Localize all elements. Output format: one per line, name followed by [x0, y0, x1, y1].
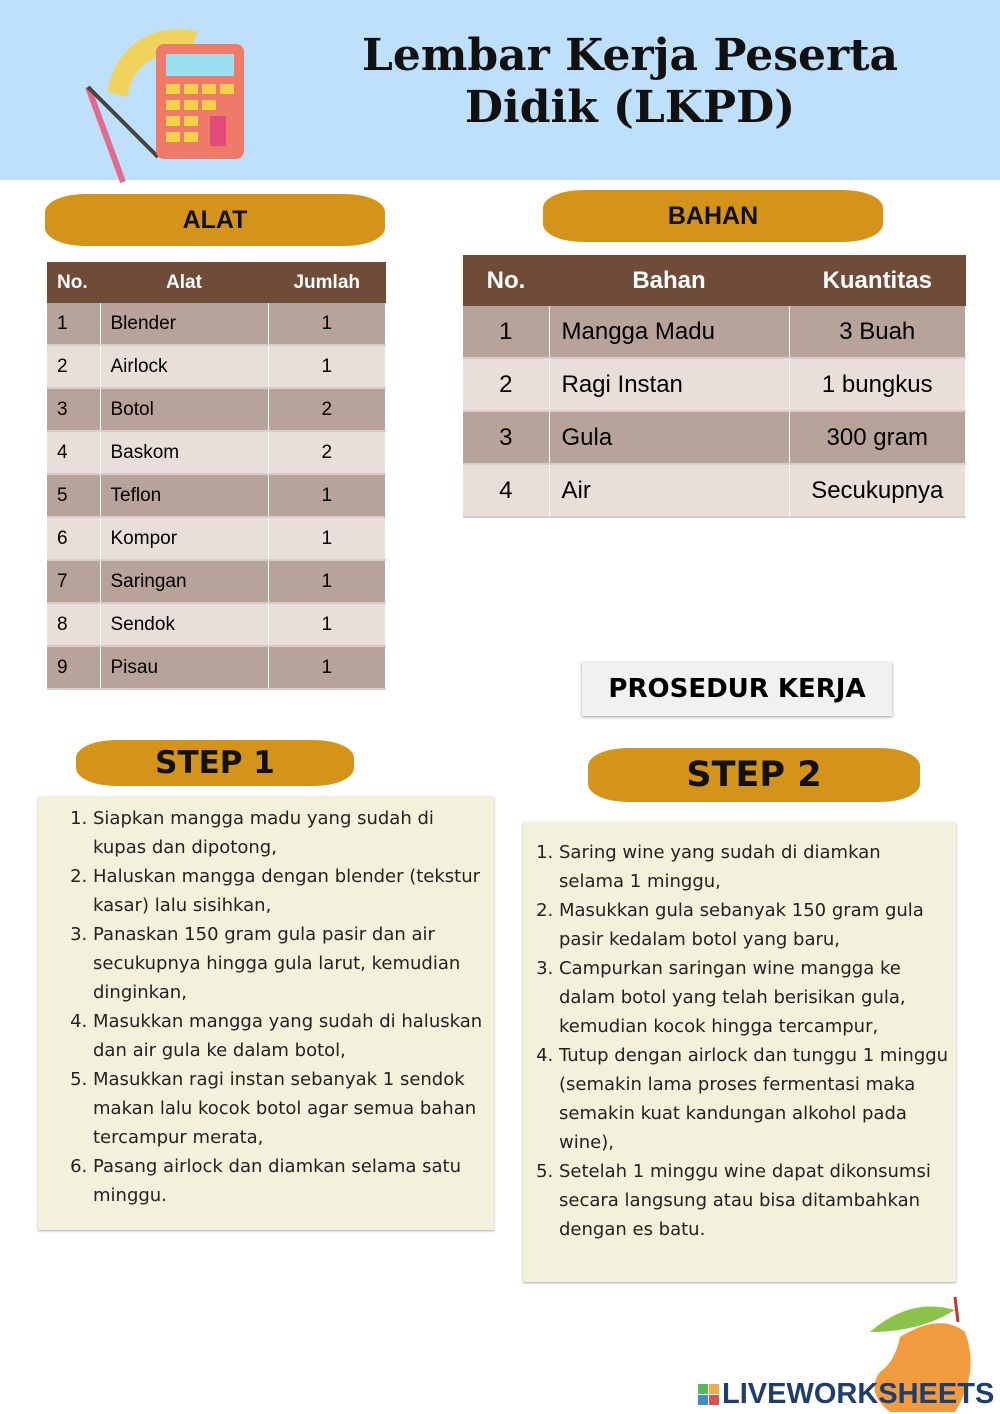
col-header: Jumlah — [268, 262, 386, 303]
table-cell: 6 — [47, 517, 100, 560]
step2-heading: STEP 2 — [588, 748, 920, 802]
table-cell: 4 — [47, 431, 100, 474]
table-cell: 3 — [47, 388, 100, 431]
table-cell: 5 — [47, 474, 100, 517]
table-cell: 1 — [463, 306, 549, 358]
page-title: Lembar Kerja Peserta Didik (LKPD) — [361, 30, 899, 133]
live-icon — [698, 1384, 719, 1405]
table-cell: 2 — [47, 345, 100, 388]
table-cell: 300 gram — [789, 411, 966, 464]
table-cell: 1 — [268, 646, 386, 689]
step-item: 6. Pasang airlock dan diamkan selama satu minggu. — [93, 1152, 486, 1210]
table-cell: 1 — [268, 603, 386, 646]
table-row — [47, 388, 386, 431]
table-cell: Secukupnya — [789, 464, 966, 517]
table-cell: Gula — [549, 411, 789, 464]
table-cell: 8 — [47, 603, 100, 646]
table-cell: 1 — [268, 474, 386, 517]
table-row — [47, 474, 386, 517]
table-row — [463, 464, 966, 517]
table-cell: 2 — [268, 431, 386, 474]
col-header: Alat — [100, 262, 268, 303]
step-item: 2. Masukkan gula sebanyak 150 gram gula pasir kedalam botol yang baru, — [559, 896, 950, 954]
table-cell: 9 — [47, 646, 100, 689]
table-row — [47, 517, 386, 560]
table-cell: 1 — [47, 303, 100, 345]
table-cell: Ragi Instan — [549, 358, 789, 411]
step-item: 4. Tutup dengan airlock dan tunggu 1 minggu (semakin lama proses fermentasi maka semakin kuat kandungan alkohol pada wine), — [559, 1041, 950, 1157]
table-row — [463, 306, 966, 358]
bahan-table — [463, 255, 966, 518]
table-row — [47, 345, 386, 388]
table-cell: Botol — [100, 388, 268, 431]
table-cell: Airlock — [100, 345, 268, 388]
step-item: 3. Campurkan saringan wine mangga ke dalam botol yang telah berisikan gula, kemudian kocok hingga tercampur, — [559, 954, 950, 1041]
step1-heading: STEP 1 — [76, 740, 354, 786]
table-cell: 1 bungkus — [789, 358, 966, 411]
table-cell: Mangga Madu — [549, 306, 789, 358]
col-header: Kuantitas — [789, 255, 966, 306]
step-item: 1. Siapkan mangga madu yang sudah di kupas dan dipotong, — [93, 804, 486, 862]
table-row — [47, 303, 386, 345]
step-item: 4. Masukkan mangga yang sudah di haluskan dan air gula ke dalam botol, — [93, 1007, 486, 1065]
col-header: No. — [463, 255, 549, 306]
col-header: Bahan — [549, 255, 789, 306]
step-item: 1. Saring wine yang sudah di diamkan selama 1 minggu, — [559, 838, 950, 896]
table-cell: 1 — [268, 345, 386, 388]
step1-box — [38, 796, 494, 1230]
step2-box — [523, 822, 956, 1282]
table-row — [47, 603, 386, 646]
step-item: 2. Haluskan mangga dengan blender (tekstur kasar) lalu sisihkan, — [93, 862, 486, 920]
table-cell: 4 — [463, 464, 549, 517]
table-row — [463, 358, 966, 411]
alat-table — [47, 262, 386, 690]
table-cell: 3 Buah — [789, 306, 966, 358]
logo-text: LIVEWORKSHEETS — [722, 1378, 995, 1410]
table-cell: Teflon — [100, 474, 268, 517]
table-cell: 7 — [47, 560, 100, 603]
table-cell: 2 — [268, 388, 386, 431]
alat-heading: ALAT — [45, 194, 385, 246]
table-cell: 1 — [268, 303, 386, 345]
table-cell: Saringan — [100, 560, 268, 603]
table-row — [47, 646, 386, 689]
prosedur-kerja-label: PROSEDUR KERJA — [582, 662, 892, 716]
bahan-heading: BAHAN — [543, 190, 883, 242]
table-row — [463, 411, 966, 464]
step-item: 3. Panaskan 150 gram gula pasir dan air secukupnya hingga gula larut, kemudian dinginkan, — [93, 920, 486, 1007]
col-header: No. — [47, 262, 100, 303]
table-cell: Blender — [100, 303, 268, 345]
table-cell: Baskom — [100, 431, 268, 474]
step-item: 5. Masukkan ragi instan sebanyak 1 sendok makan lalu kocok botol agar semua bahan tercampur merata, — [93, 1065, 486, 1152]
math-tools-icon — [78, 12, 253, 187]
table-cell: 1 — [268, 560, 386, 603]
table-cell: 3 — [463, 411, 549, 464]
table-cell: Kompor — [100, 517, 268, 560]
table-row — [47, 560, 386, 603]
liveworksheets-logo — [698, 1378, 994, 1411]
table-cell: 2 — [463, 358, 549, 411]
table-row — [47, 431, 386, 474]
step-item: 5. Setelah 1 minggu wine dapat dikonsumsi secara langsung atau bisa ditambahkan dengan es batu. — [559, 1157, 950, 1244]
table-cell: Sendok — [100, 603, 268, 646]
table-cell: 1 — [268, 517, 386, 560]
table-cell: Air — [549, 464, 789, 517]
table-cell: Pisau — [100, 646, 268, 689]
